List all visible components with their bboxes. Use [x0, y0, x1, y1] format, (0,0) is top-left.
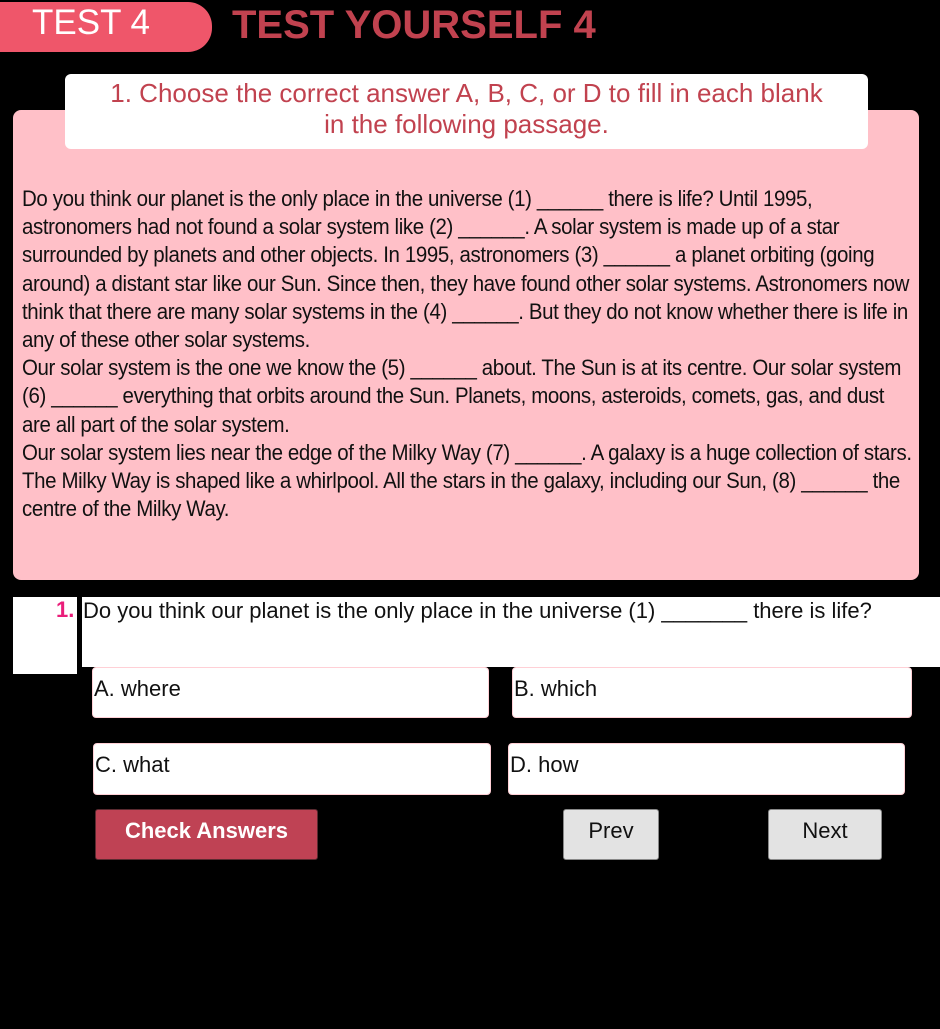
check-answers-button[interactable]: Check Answers: [95, 809, 318, 860]
option-a[interactable]: A. where: [92, 667, 489, 718]
option-b[interactable]: B. which: [512, 667, 912, 718]
passage-paragraph: Our solar system is the one we know the (5) ______ about. The Sun is at its centre. Our solar system (6) ______ everything that orbits around the Sun. Planets, moons, asteroids, comets, gas, and dust are all part of the solar system.: [22, 355, 902, 437]
option-c[interactable]: C. what: [93, 743, 491, 795]
passage-paragraph: Do you think our planet is the only place in the universe (1) ______ there is life? Until 1995, astronomers had not found a solar system like (2) ______. A solar system is made up of a star surrounded by planets and other objects. In 1995, astronomers (3) ______ a planet orbiting (going around) a distant star like our Sun. Since then, they have found other solar systems. Astronomers now think that there are many solar systems in the (4) ______. But they do not know whether there is life in any of these other solar systems.: [22, 186, 910, 353]
next-button[interactable]: Next: [768, 809, 882, 860]
page-title: TEST YOURSELF 4: [232, 3, 596, 47]
instruction-line-2: in the following passage.: [324, 109, 609, 139]
passage-paragraph: Our solar system lies near the edge of the Milky Way (7) ______. A galaxy is a huge collection of stars. The Milky Way is shaped like a whirlpool. All the stars in the galaxy, including our Sun, (8) ______ the centre of the Milky Way.: [22, 439, 912, 522]
option-d[interactable]: D. how: [508, 743, 905, 795]
instruction-line-1: 1. Choose the correct answer A, B, C, or D to fill in each blank: [110, 78, 823, 108]
question-text: Do you think our planet is the only place in the universe (1) _______ there is life?: [82, 597, 940, 667]
test-label-pill: TEST 4: [0, 2, 212, 52]
instruction-box: [65, 74, 868, 149]
prev-button[interactable]: Prev: [563, 809, 659, 860]
reading-passage: [22, 185, 915, 523]
question-number: 1.: [56, 597, 75, 622]
